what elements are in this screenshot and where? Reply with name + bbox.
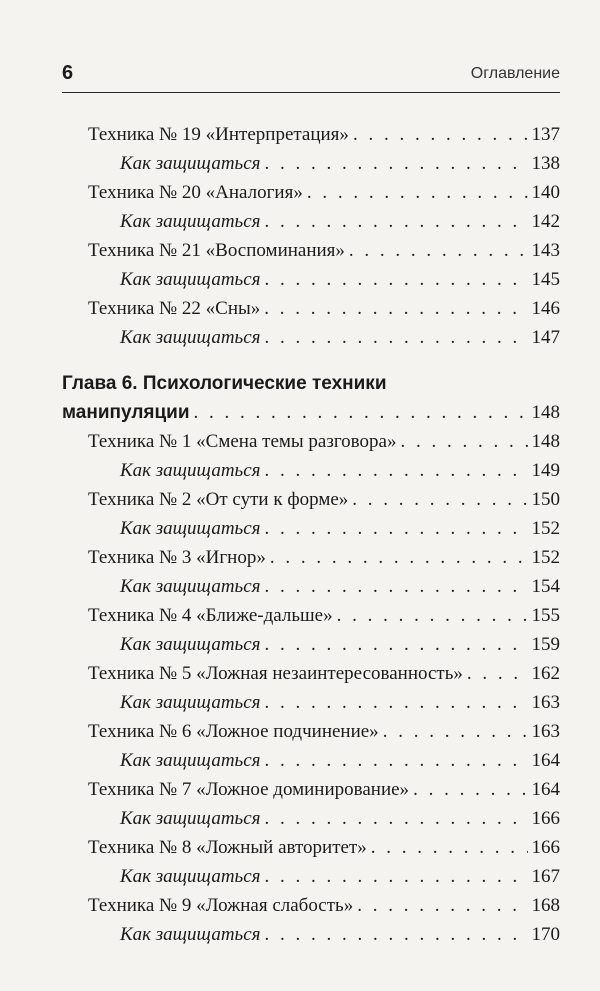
toc-entry-defense xyxy=(62,265,560,294)
leader-dots xyxy=(467,659,528,688)
leader-dots xyxy=(264,514,527,543)
leader-dots xyxy=(357,891,527,920)
leader-dots xyxy=(264,323,527,352)
leader-dots xyxy=(194,398,528,427)
leader-dots xyxy=(264,688,527,717)
toc-entry-page-number: 148 xyxy=(531,431,560,452)
running-title: Оглавление xyxy=(470,65,560,82)
toc-entry-page-number: 147 xyxy=(531,327,560,348)
toc-entry-technique xyxy=(62,120,560,149)
toc-entry-technique xyxy=(62,178,560,207)
toc-entry-page-number: 152 xyxy=(531,547,560,568)
toc-entry-page-number: 140 xyxy=(531,182,560,203)
leader-dots xyxy=(264,746,527,775)
toc-entry-label: Техника № 7 «Ложное доминирование» xyxy=(88,779,410,800)
leader-dots xyxy=(264,630,527,659)
toc-entry-defense xyxy=(62,688,560,717)
toc-entry-page-number: 145 xyxy=(531,269,560,290)
toc-entry-label: Как защищаться xyxy=(120,692,261,713)
toc-entry-page-number: 167 xyxy=(531,866,560,887)
toc-entry-page-number: 162 xyxy=(531,663,560,684)
chapter-title-line2: манипуляции xyxy=(62,402,190,423)
toc-entry-page-number: 143 xyxy=(531,240,560,261)
toc-entry-label: Техника № 9 «Ложная слабость» xyxy=(88,895,354,916)
leader-dots xyxy=(349,236,528,265)
toc-section-after xyxy=(62,427,560,949)
toc-entry-defense xyxy=(62,149,560,178)
toc-entry-label: Как защищаться xyxy=(120,866,261,887)
toc-entry-label: Как защищаться xyxy=(120,808,261,829)
toc-entry-defense xyxy=(62,746,560,775)
toc-entry-label: Как защищаться xyxy=(120,269,261,290)
leader-dots xyxy=(264,920,527,949)
leader-dots xyxy=(264,294,527,323)
chapter-page-number: 148 xyxy=(531,402,560,423)
toc-entry-defense xyxy=(62,323,560,352)
toc-section-before xyxy=(62,120,560,352)
toc-entry-page-number: 163 xyxy=(531,692,560,713)
toc-entry-label: Как защищаться xyxy=(120,576,261,597)
leader-dots xyxy=(413,775,527,804)
toc-entry-page-number: 168 xyxy=(531,895,560,916)
toc-entry-defense xyxy=(62,572,560,601)
toc-entry-label: Техника № 1 «Смена темы разговора» xyxy=(88,431,397,452)
toc-entry-technique xyxy=(62,775,560,804)
table-of-contents xyxy=(62,120,560,949)
page-number: 6 xyxy=(62,62,74,84)
leader-dots xyxy=(383,717,528,746)
leader-dots xyxy=(307,178,528,207)
leader-dots xyxy=(400,427,527,456)
toc-entry-label: Техника № 21 «Воспоминания» xyxy=(88,240,345,261)
toc-entry-technique xyxy=(62,543,560,572)
toc-entry-label: Как защищаться xyxy=(120,924,261,945)
leader-dots xyxy=(337,601,528,630)
toc-entry-page-number: 164 xyxy=(531,779,560,800)
toc-entry-label: Техника № 19 «Интерпретация» xyxy=(88,124,349,145)
toc-entry-page-number: 149 xyxy=(531,460,560,481)
toc-entry-defense xyxy=(62,862,560,891)
toc-entry-page-number: 152 xyxy=(531,518,560,539)
toc-entry-technique xyxy=(62,236,560,265)
leader-dots xyxy=(264,265,527,294)
toc-entry-technique xyxy=(62,294,560,323)
toc-entry-label: Техника № 4 «Ближе-дальше» xyxy=(88,605,333,626)
toc-entry-defense xyxy=(62,456,560,485)
chapter-title-line1: Глава 6. Психологические техники xyxy=(62,373,387,394)
toc-entry-page-number: 146 xyxy=(531,298,560,319)
page-header xyxy=(62,58,560,93)
leader-dots xyxy=(264,207,527,236)
toc-entry-defense xyxy=(62,804,560,833)
toc-entry-technique xyxy=(62,833,560,862)
leader-dots xyxy=(270,543,528,572)
toc-entry-label: Как защищаться xyxy=(120,634,261,655)
leader-dots xyxy=(264,572,527,601)
toc-entry-label: Как защищаться xyxy=(120,750,261,771)
toc-entry-label: Как защищаться xyxy=(120,518,261,539)
toc-entry-label: Техника № 8 «Ложный авторитет» xyxy=(88,837,367,858)
toc-entry-label: Техника № 2 «От сути к форме» xyxy=(88,489,349,510)
toc-entry-label: Техника № 20 «Аналогия» xyxy=(88,182,303,203)
toc-entry-technique xyxy=(62,601,560,630)
toc-entry-technique xyxy=(62,891,560,920)
toc-entry-page-number: 150 xyxy=(531,489,560,510)
leader-dots xyxy=(264,456,527,485)
leader-dots xyxy=(264,862,527,891)
toc-entry-label: Как защищаться xyxy=(120,460,261,481)
toc-entry-page-number: 154 xyxy=(531,576,560,597)
toc-entry-label: Техника № 6 «Ложное подчинение» xyxy=(88,721,379,742)
toc-entry-page-number: 137 xyxy=(531,124,560,145)
toc-entry-page-number: 164 xyxy=(531,750,560,771)
toc-entry-page-number: 138 xyxy=(531,153,560,174)
toc-entry-label: Как защищаться xyxy=(120,327,261,348)
toc-entry-technique xyxy=(62,485,560,514)
toc-entry-page-number: 166 xyxy=(531,837,560,858)
toc-entry-label: Техника № 22 «Сны» xyxy=(88,298,261,319)
toc-entry-technique xyxy=(62,717,560,746)
leader-dots xyxy=(353,120,528,149)
toc-entry-defense xyxy=(62,630,560,659)
toc-entry-page-number: 163 xyxy=(531,721,560,742)
toc-entry-label: Как защищаться xyxy=(120,153,261,174)
toc-entry-page-number: 142 xyxy=(531,211,560,232)
toc-entry-label: Как защищаться xyxy=(120,211,261,232)
toc-entry-technique xyxy=(62,427,560,456)
leader-dots xyxy=(371,833,528,862)
leader-dots xyxy=(264,804,527,833)
toc-entry-page-number: 166 xyxy=(531,808,560,829)
leader-dots xyxy=(264,149,527,178)
toc-entry-page-number: 159 xyxy=(531,634,560,655)
chapter-heading xyxy=(62,370,560,427)
toc-entry-defense xyxy=(62,920,560,949)
toc-entry-page-number: 170 xyxy=(531,924,560,945)
toc-entry-technique xyxy=(62,659,560,688)
toc-entry-defense xyxy=(62,514,560,543)
leader-dots xyxy=(352,485,527,514)
toc-entry-label: Техника № 5 «Ложная незаинтересованность» xyxy=(88,663,463,684)
toc-entry-page-number: 155 xyxy=(531,605,560,626)
toc-entry-defense xyxy=(62,207,560,236)
toc-entry-label: Техника № 3 «Игнор» xyxy=(88,547,266,568)
chapter-title-entry xyxy=(62,398,560,427)
